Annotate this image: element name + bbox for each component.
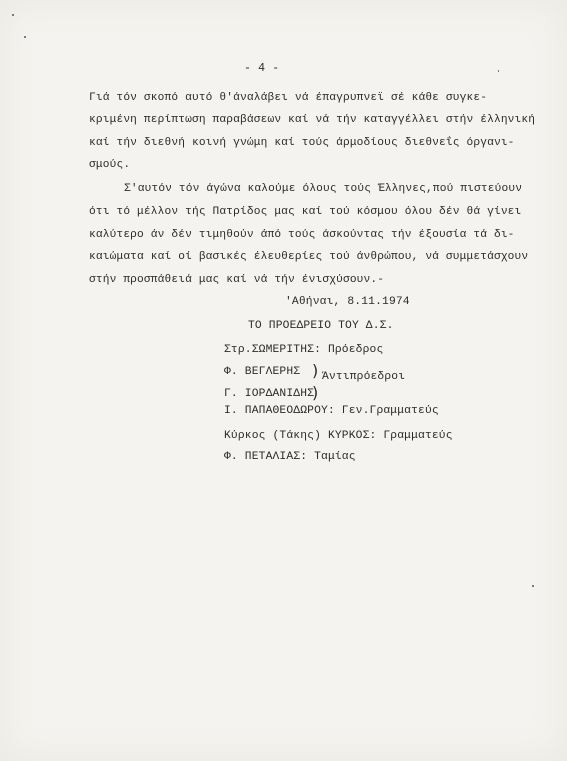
body-line-5: Σ'αυτόν τόν άγώνα καλούμε όλους τούς Έλληνες,πού πιστεύουν — [124, 183, 523, 195]
body-line-6: ότι τό μέλλον τής Πατρίδος μας καί τού κόσμου όλου δέν θά γίνει — [89, 206, 522, 218]
place-date: 'Αθήναι, 8.11.1974 — [285, 296, 410, 308]
page-number: - 4 - — [244, 62, 280, 75]
brace-top-icon: ) — [312, 361, 319, 380]
body-line-9: στήν προσπάθειά μας καί νά τήν ένισχύσουν.- — [89, 274, 385, 286]
paper-speck — [12, 14, 14, 16]
brace-bottom-icon: ) — [312, 383, 319, 402]
paper-speck — [498, 70, 499, 72]
body-line-2: κριμένη περίπτωση παραβάσεων καί νά τήν καταγγέλλει στήν έλληνική — [89, 114, 536, 126]
council-title: ΤΟ ΠΡΟΕΔΡΕΙΟ ΤΟΥ Δ.Σ. — [248, 320, 394, 332]
member-treasurer: Φ. ΠΕΤΑΛΙΑΣ: Ταμίας — [224, 451, 356, 463]
member-president: Στρ.ΣΩΜΕΡΙΤΗΣ: Πρόεδρος — [224, 344, 384, 356]
body-line-4: σμούς. — [89, 159, 131, 171]
vice-presidents-label: Άντιπρόεδροι — [322, 371, 406, 383]
member-vice-1: Φ. ΒΕΓΛΕΡΗΣ — [224, 366, 301, 378]
paper-speck — [24, 36, 26, 38]
body-line-7: καλύτερο άν δέν τιμηθούν άπό τούς άσκούντας τήν έξουσία τά δι- — [89, 229, 515, 241]
member-gen-secretary: Ι. ΠΑΠΑΘΕΟΔΩΡΟΥ: Γεν.Γραμματεύς — [224, 405, 439, 417]
member-vice-2: Γ. ΙΟΡΔΑΝΙΔΗΣ — [224, 388, 315, 400]
body-line-3: καί τήν διεθνή κοινή γνώμη καί τούς άρμοδίους διεθνεΐς όργανι- — [89, 137, 515, 149]
body-line-1: Γιά τόν σκοπό αυτό θ'άναλάβει νά έπαγρυπνεϊ σέ κάθε συγκε- — [89, 92, 488, 104]
body-line-8: καιώματα καί οί βασικές έλευθερίες τού άνθρώπου, νά συμμετάσχουν — [89, 251, 529, 263]
paper-speck — [532, 585, 534, 587]
member-secretary: Κύρκος (Τάκης) ΚΥΡΚΟΣ: Γραμματεύς — [224, 430, 453, 442]
